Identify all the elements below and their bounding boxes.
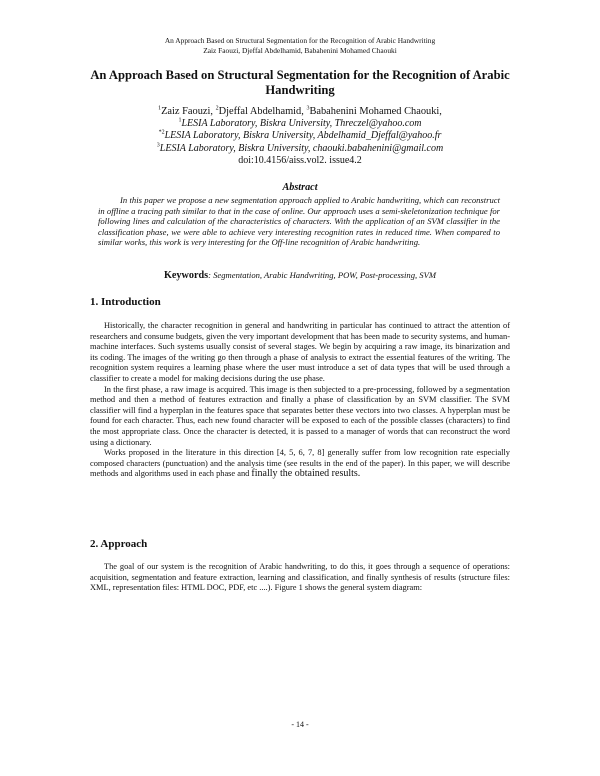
affiliation-2 xyxy=(80,130,520,142)
affiliation-sup-1: 1 xyxy=(178,117,182,124)
keywords-text: : Segmentation, Arabic Handwriting, POW, Post-processing, SVM xyxy=(208,270,437,280)
affiliation-sup-2: *2 xyxy=(158,130,165,137)
intro-paragraph-3 xyxy=(90,448,510,480)
running-head-title: An Approach Based on Structural Segmentation for the Recognition of Arabic Handwriting xyxy=(164,36,436,45)
affiliation-1-text: LESIA Laboratory, Biskra University, Threczel@yahoo.com xyxy=(181,118,422,130)
author-sup-3: 3 xyxy=(306,105,310,112)
affiliation-1 xyxy=(80,118,520,130)
affiliation-3-text: LESIA Laboratory, Biskra University, chaouki.babahenini@gmail.com xyxy=(159,142,444,154)
paper-title: An Approach Based on Structural Segmentation for the Recognition of Arabic Handwriting xyxy=(90,68,510,97)
introduction-body xyxy=(90,321,510,480)
abstract-text: In this paper we propose a new segmentation approach applied to Arabic handwriting, which can reconstruct in offline a tracing path similar to that in the case of online. Our approach uses a semi-skeletonization technique for following lines and calculation of the characteristics of characters. With the application of an SVM classifier in the classification phase, we were able to achieve very interesting recognition rates in reduced time. When compared to similar works, this work is very interesting for the Off-line recognition of Arabic handwriting. xyxy=(98,195,500,247)
author-names xyxy=(80,106,520,118)
keywords xyxy=(0,270,600,281)
section-heading-introduction: 1. Introduction xyxy=(90,296,161,308)
abstract-heading: Abstract xyxy=(282,182,318,193)
intro-paragraph-2: In the first phase, a raw image is acquired. This image is then subjected to a pre-processing, followed by a segmentation method and then a method of features extraction and finally a phase of classification by an SVM classifier. The SVM classifier will find a hyperplan in the features space that separates better these vectors into two classes. A hyperplan must be found for each character. Thus, each new found character will be exposed to each of the possible classes (characters) to find the most appropriate class. Once the character is detected, it is passed to a manager of words that can reconstruct the word using a dictionary. xyxy=(90,384,510,447)
keywords-label: Keywords xyxy=(163,270,209,281)
intro-paragraph-3-text: Works proposed in the literature in this direction [4, 5, 6, 7, 8] generally suffer from low recognition rate especially composed characters (punctuation) and the analysis time (see results in the end of the paper). In this paper, we will describe methods and algorithms used in each phase and xyxy=(90,448,510,479)
intro-paragraph-1: Historically, the character recognition in general and handwriting in particular has continued to attract the attention of researchers and consume budgets, given the very important development that has been made to security systems, and human-machine interfaces. Such systems usually consist of several stages. We begin by acquiring a raw image, its binarization and its coding. The images of the writing go then through a phase of analysis to extract the essential features of the writing. The recognition system requires a learning phase where the user must introduce a set of data types that will be used through a classifier to create a model for making decisions during the use phase. xyxy=(90,321,510,383)
author-block xyxy=(80,106,520,167)
author-sup-2: 2 xyxy=(215,105,219,112)
approach-paragraph-1: The goal of our system is the recognition of Arabic handwriting, to do this, it goes through a sequence of operations: acquisition, segmentation and feature extraction, learning and classification, and finally synthesis of results (structure files: XML, representation files: HTML DOC, PDF, etc ....). Figure 1 shows the general system diagram: xyxy=(90,562,510,593)
affiliation-sup-3: 3 xyxy=(156,142,160,149)
intro-paragraph-3-ending: finally the obtained results. xyxy=(251,468,361,480)
author-3: Babahenini Mohamed Chaouki, xyxy=(309,106,442,117)
author-1: Zaiz Faouzi, xyxy=(161,106,216,117)
author-2: Djeffal Abdelhamid, xyxy=(218,106,307,117)
affiliation-3 xyxy=(80,143,520,155)
page-number: - 14 - xyxy=(291,720,309,729)
affiliation-2-text: LESIA Laboratory, Biskra University, Abdelhamid_Djeffal@yahoo.fr xyxy=(164,130,442,142)
section-heading-approach: 2. Approach xyxy=(90,538,148,550)
doi: doi:10.4156/aiss.vol2. issue4.2 xyxy=(238,154,362,166)
running-head xyxy=(0,36,600,55)
running-head-authors: Zaiz Faouzi, Djeffal Abdelhamid, Babahenini Mohamed Chaouki xyxy=(203,45,397,55)
approach-body xyxy=(90,562,510,594)
author-sup-1: 1 xyxy=(158,105,162,112)
